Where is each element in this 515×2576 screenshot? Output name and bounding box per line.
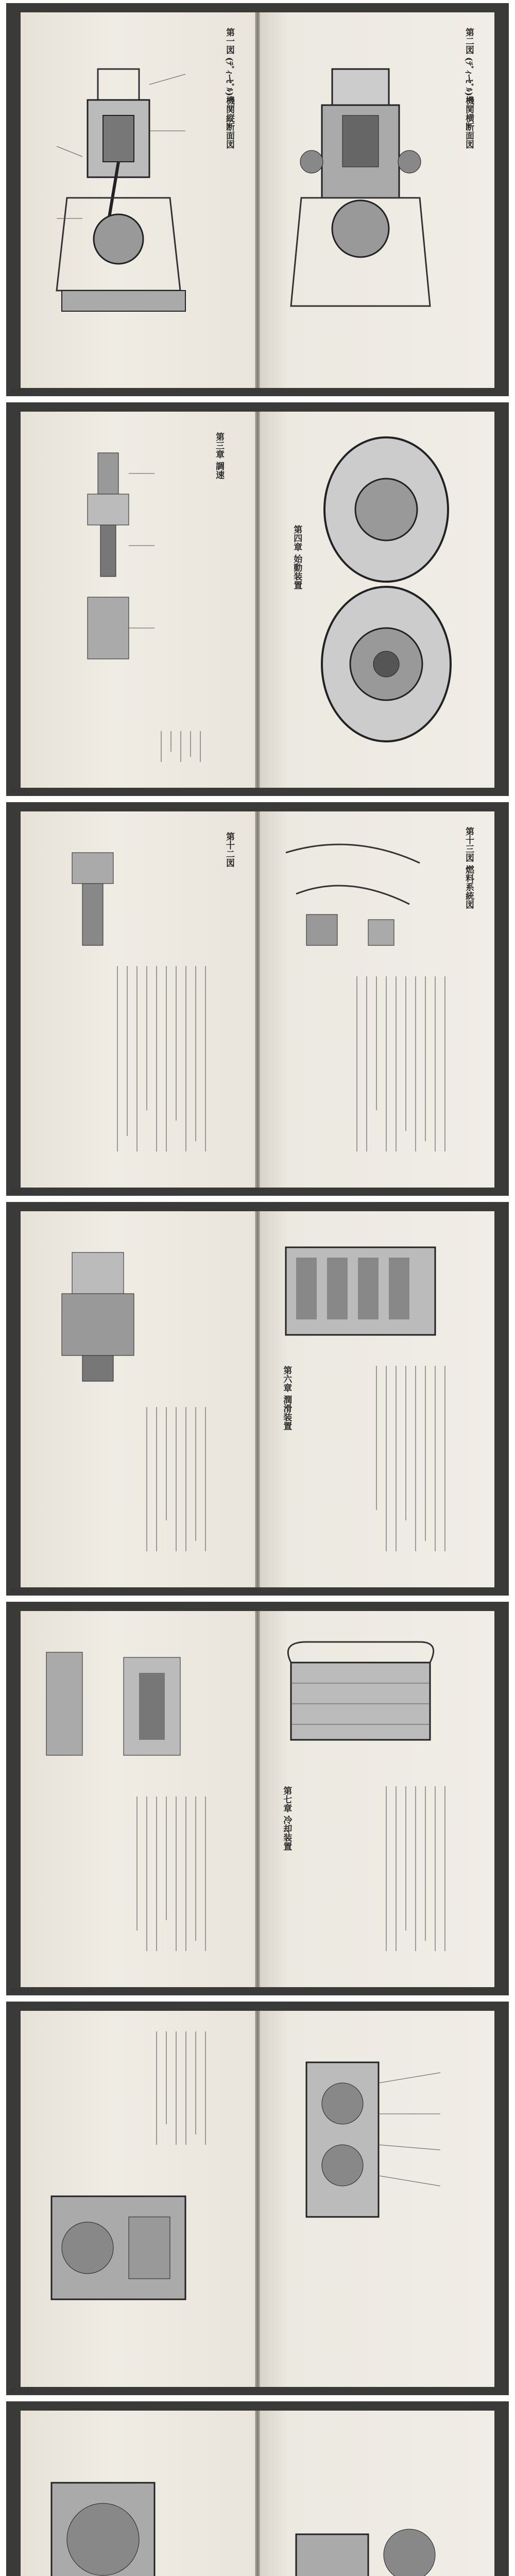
chapter-heading: 第六章 潤滑装置 <box>281 1366 292 1430</box>
left-page <box>21 1611 255 1987</box>
right-page <box>260 1611 494 1987</box>
text-lines <box>31 966 206 1162</box>
book-spread <box>21 811 494 1188</box>
photo-caption: 写真(2) <box>10 788 34 795</box>
text-lines <box>31 2031 206 2155</box>
chapter-heading: 第四章 始動装置 <box>291 525 302 589</box>
figure-heading: 第十二図 <box>224 832 234 867</box>
right-page <box>260 12 494 388</box>
right-page <box>260 811 494 1188</box>
text-lines <box>301 1366 445 1562</box>
figure-heading: 第十三図 燃料系統図 <box>464 827 474 909</box>
photo-2 <box>6 402 509 796</box>
photo-3 <box>6 802 509 1196</box>
photo-6 <box>6 2002 509 2395</box>
starter-diagram <box>276 2462 445 2576</box>
chapter-heading: 第三章 調速 <box>214 432 224 479</box>
book-spread <box>21 12 494 388</box>
text-lines <box>31 731 201 767</box>
valve-diagram <box>52 842 134 956</box>
governor-diagram <box>276 2042 445 2268</box>
book-spread <box>21 412 494 788</box>
text-lines <box>31 1407 206 1562</box>
radiator-diagram <box>276 1632 445 1776</box>
book-spread <box>21 1611 494 1987</box>
book-spread <box>21 2411 494 2576</box>
left-page <box>21 412 255 788</box>
photo-caption: 写真(1) <box>10 388 34 396</box>
photo-caption: 写真(3) <box>10 1188 34 1195</box>
right-page <box>260 2011 494 2387</box>
generator-diagram <box>31 2452 206 2576</box>
book-gutter <box>255 2411 260 2576</box>
right-page <box>260 412 494 788</box>
book-gutter <box>255 1211 260 1587</box>
chapter-heading: 第七章 冷却装置 <box>281 1786 292 1851</box>
book-gutter <box>255 12 260 388</box>
book-spread <box>21 1211 494 1587</box>
component-diagram <box>57 443 160 731</box>
text-lines <box>301 1786 445 1961</box>
text-lines <box>270 976 445 1162</box>
engine-cross-section-diagram <box>281 59 440 347</box>
gear-case-diagram <box>317 427 456 757</box>
left-page <box>21 12 255 388</box>
book-gutter <box>255 1611 260 1987</box>
photo-5 <box>6 1602 509 1995</box>
photo-caption: 写真(5) <box>10 1988 34 1995</box>
figure-title: 第一図 (ﾃﾞｨｰｾﾞﾙ)機関縦断面図 <box>224 28 234 149</box>
figure-title: 第二図 (ﾃﾞｨｰｾﾞﾙ)機関横断面図 <box>464 28 474 149</box>
left-page <box>21 2011 255 2387</box>
photo-7 <box>6 2401 509 2576</box>
injection-pump-diagram <box>41 1242 154 1386</box>
engine-section-diagram <box>52 54 196 342</box>
left-page <box>21 811 255 1188</box>
book-gutter <box>255 2011 260 2387</box>
book-gutter <box>255 811 260 1188</box>
right-page <box>260 2411 494 2576</box>
left-page <box>21 2411 255 2576</box>
right-page <box>260 1211 494 1587</box>
fuel-system-diagram <box>276 832 430 966</box>
left-page <box>21 1211 255 1587</box>
text-lines <box>31 1797 206 1961</box>
book-spread <box>21 2011 494 2387</box>
filter-diagram <box>31 1642 206 1776</box>
photo-caption: 写真(6) <box>10 2387 34 2395</box>
pump-housing-diagram <box>31 2176 206 2330</box>
photo-caption: 写真(4) <box>10 1588 34 1595</box>
engine-block-diagram <box>276 1232 445 1355</box>
photo-4 <box>6 1202 509 1596</box>
photo-1 <box>6 3 509 396</box>
book-gutter <box>255 412 260 788</box>
